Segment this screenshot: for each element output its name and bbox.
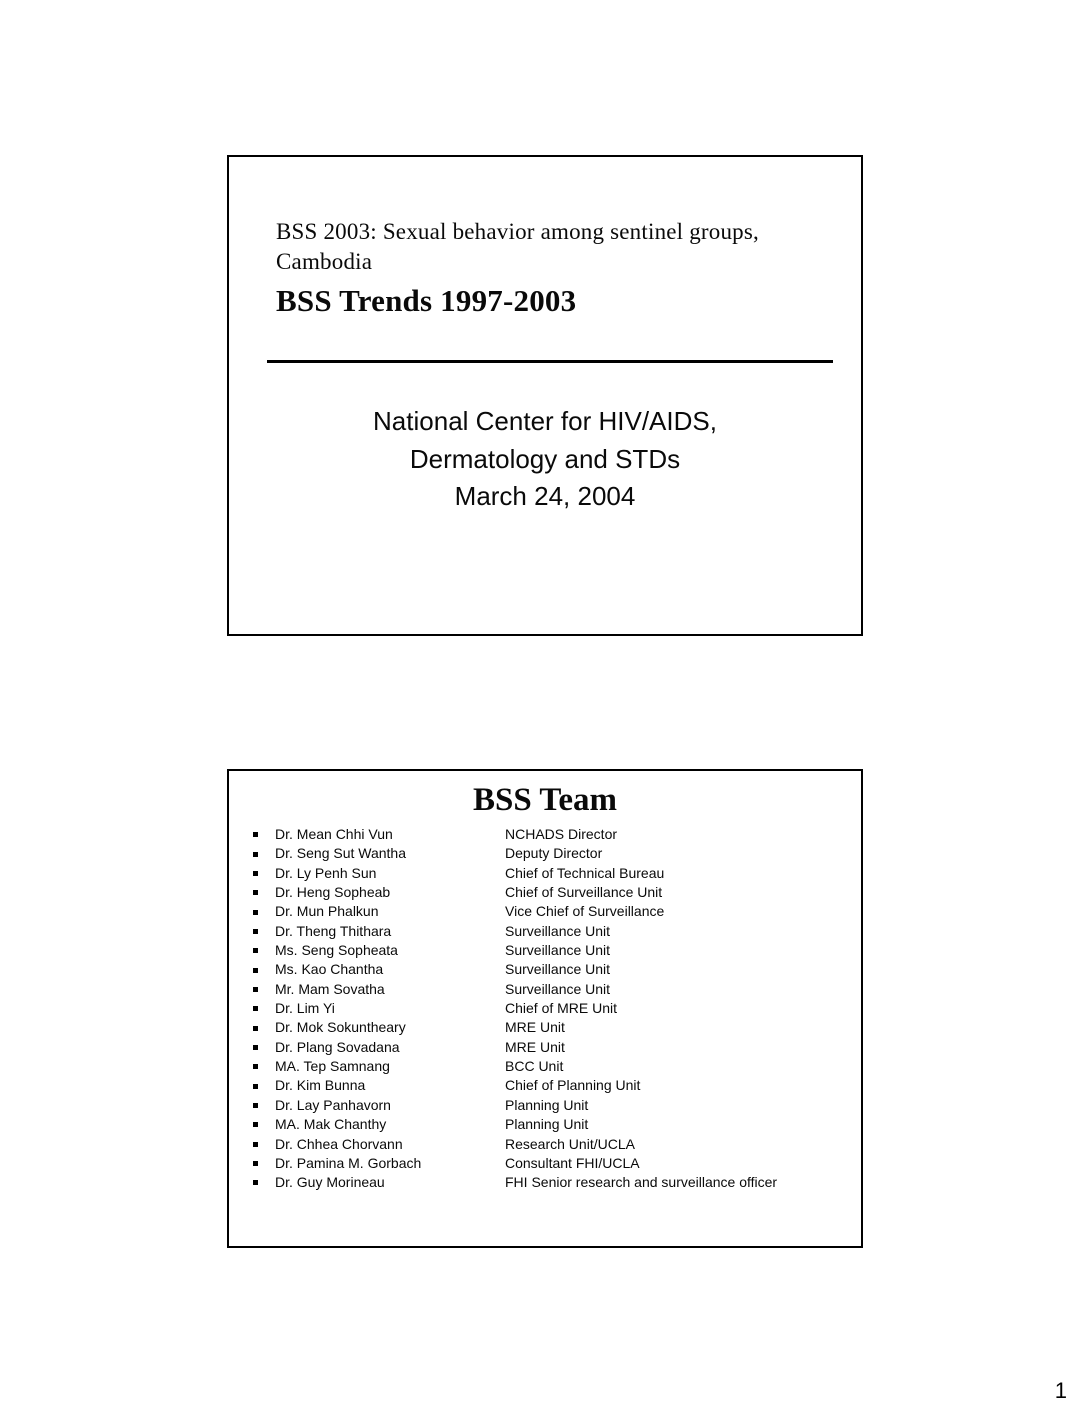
team-member-role: MRE Unit: [505, 1038, 565, 1055]
team-member-name: MA. Tep Samnang: [275, 1058, 390, 1075]
bullet-icon: [253, 1064, 258, 1069]
team-member-role: Chief of Technical Bureau: [505, 864, 665, 881]
team-list-item: [229, 902, 861, 921]
team-member-name: Ms. Seng Sopheata: [275, 942, 398, 959]
date-line: March 24, 2004: [454, 481, 636, 511]
team-member-name: Dr. Seng Sut Wantha: [275, 845, 406, 862]
bullet-icon: [253, 929, 258, 934]
team-member-role: NCHADS Director: [505, 826, 618, 842]
team-member-role: Vice Chief of Surveillance: [505, 903, 665, 920]
slide-1-header-line-2: Cambodia: [276, 249, 373, 274]
bullet-icon: [253, 1142, 258, 1147]
page-number: 1: [1054, 1378, 1067, 1403]
slide-1-header-line-1: BSS 2003: Sexual behavior among sentinel groups,: [276, 219, 759, 244]
team-list-item: [229, 1038, 861, 1057]
bullet-icon: [253, 948, 258, 953]
team-member-name: Dr. Plang Sovadana: [275, 1038, 400, 1055]
team-list: [229, 825, 861, 1193]
bullet-icon: [253, 987, 258, 992]
team-member-role: Consultant FHI/UCLA: [505, 1154, 640, 1171]
team-list-item: [229, 922, 861, 941]
bullet-icon: [253, 1161, 258, 1166]
team-member-name: Dr. Mun Phalkun: [275, 903, 379, 920]
bullet-icon: [253, 1045, 258, 1050]
team-member-name: Dr. Ly Penh Sun: [275, 864, 377, 881]
slide-1-header-block: [276, 217, 841, 322]
team-list-item: [229, 883, 861, 902]
team-member-role: Deputy Director: [505, 845, 603, 862]
team-list-item: [229, 1057, 861, 1076]
team-member-name: MA. Mak Chanthy: [275, 1116, 387, 1133]
team-list-item: [229, 864, 861, 883]
team-member-name: Mr. Mam Sovatha: [275, 980, 385, 997]
title-divider-line: [267, 360, 833, 363]
slide-2-title: BSS Team: [473, 782, 617, 818]
bullet-icon: [253, 1006, 258, 1011]
subtitle-line-2: Dermatology and STDs: [409, 443, 681, 474]
team-list-item: [229, 960, 861, 979]
team-list-item: [229, 844, 861, 863]
team-member-role: Planning Unit: [505, 1096, 589, 1113]
slide-1-subtitle-block: [229, 403, 861, 516]
bullet-icon: [253, 832, 258, 837]
team-member-name: Dr. Kim Bunna: [275, 1077, 366, 1094]
team-list-item: [229, 825, 861, 844]
team-member-name: Dr. Theng Thithara: [275, 922, 392, 939]
team-member-name: Dr. Heng Sopheab: [275, 884, 391, 901]
slide-1-main-title: BSS Trends 1997-2003: [276, 283, 577, 318]
team-member-role: Surveillance Unit: [505, 961, 611, 978]
team-member-name: Dr. Mean Chhi Vun: [275, 826, 393, 842]
bullet-icon: [253, 1026, 258, 1031]
team-member-name: Dr. Guy Morineau: [275, 1174, 385, 1191]
bullet-icon: [253, 1103, 258, 1108]
team-list-item: [229, 1018, 861, 1037]
team-member-name: Dr. Chhea Chorvann: [275, 1135, 403, 1152]
team-member-name: Dr. Lay Panhavorn: [275, 1096, 391, 1113]
team-list-item: [229, 1115, 861, 1134]
team-member-role: Research Unit/UCLA: [505, 1135, 635, 1152]
slide-2-team-slide: [227, 769, 863, 1248]
bullet-icon: [253, 968, 258, 973]
team-member-name: Dr. Lim Yi: [275, 1000, 335, 1017]
team-member-name: Dr. Pamina M. Gorbach: [275, 1154, 422, 1171]
team-list-item: [229, 941, 861, 960]
team-member-role: Planning Unit: [505, 1116, 589, 1133]
bullet-icon: [253, 1122, 258, 1127]
team-member-role: BCC Unit: [505, 1058, 564, 1075]
team-list-item: [229, 1096, 861, 1115]
team-member-role: Surveillance Unit: [505, 980, 611, 997]
team-member-role: MRE Unit: [505, 1019, 565, 1036]
team-list-item: [229, 999, 861, 1018]
bullet-icon: [253, 852, 258, 857]
team-member-role: Surveillance Unit: [505, 942, 611, 959]
bullet-icon: [253, 1180, 258, 1185]
bullet-icon: [253, 890, 258, 895]
bullet-icon: [253, 1084, 258, 1089]
team-list-item: [229, 1154, 861, 1173]
bullet-icon: [253, 910, 258, 915]
team-list-item: [229, 1173, 861, 1192]
team-list-item: [229, 1135, 861, 1154]
subtitle-line-1: National Center for HIV/AIDS,: [373, 406, 717, 436]
team-member-role: Surveillance Unit: [505, 922, 611, 939]
slide-1-title-slide: [227, 155, 863, 636]
bullet-icon: [253, 871, 258, 876]
team-member-role: Chief of Surveillance Unit: [505, 884, 663, 901]
team-list-item: [229, 1076, 861, 1095]
team-member-role: FHI Senior research and surveillance officer: [505, 1174, 778, 1191]
team-member-role: Chief of Planning Unit: [505, 1077, 641, 1094]
team-member-name: Dr. Mok Sokuntheary: [275, 1019, 406, 1036]
team-list-item: [229, 980, 861, 999]
team-member-name: Ms. Kao Chantha: [275, 961, 384, 978]
team-member-role: Chief of MRE Unit: [505, 1000, 618, 1017]
